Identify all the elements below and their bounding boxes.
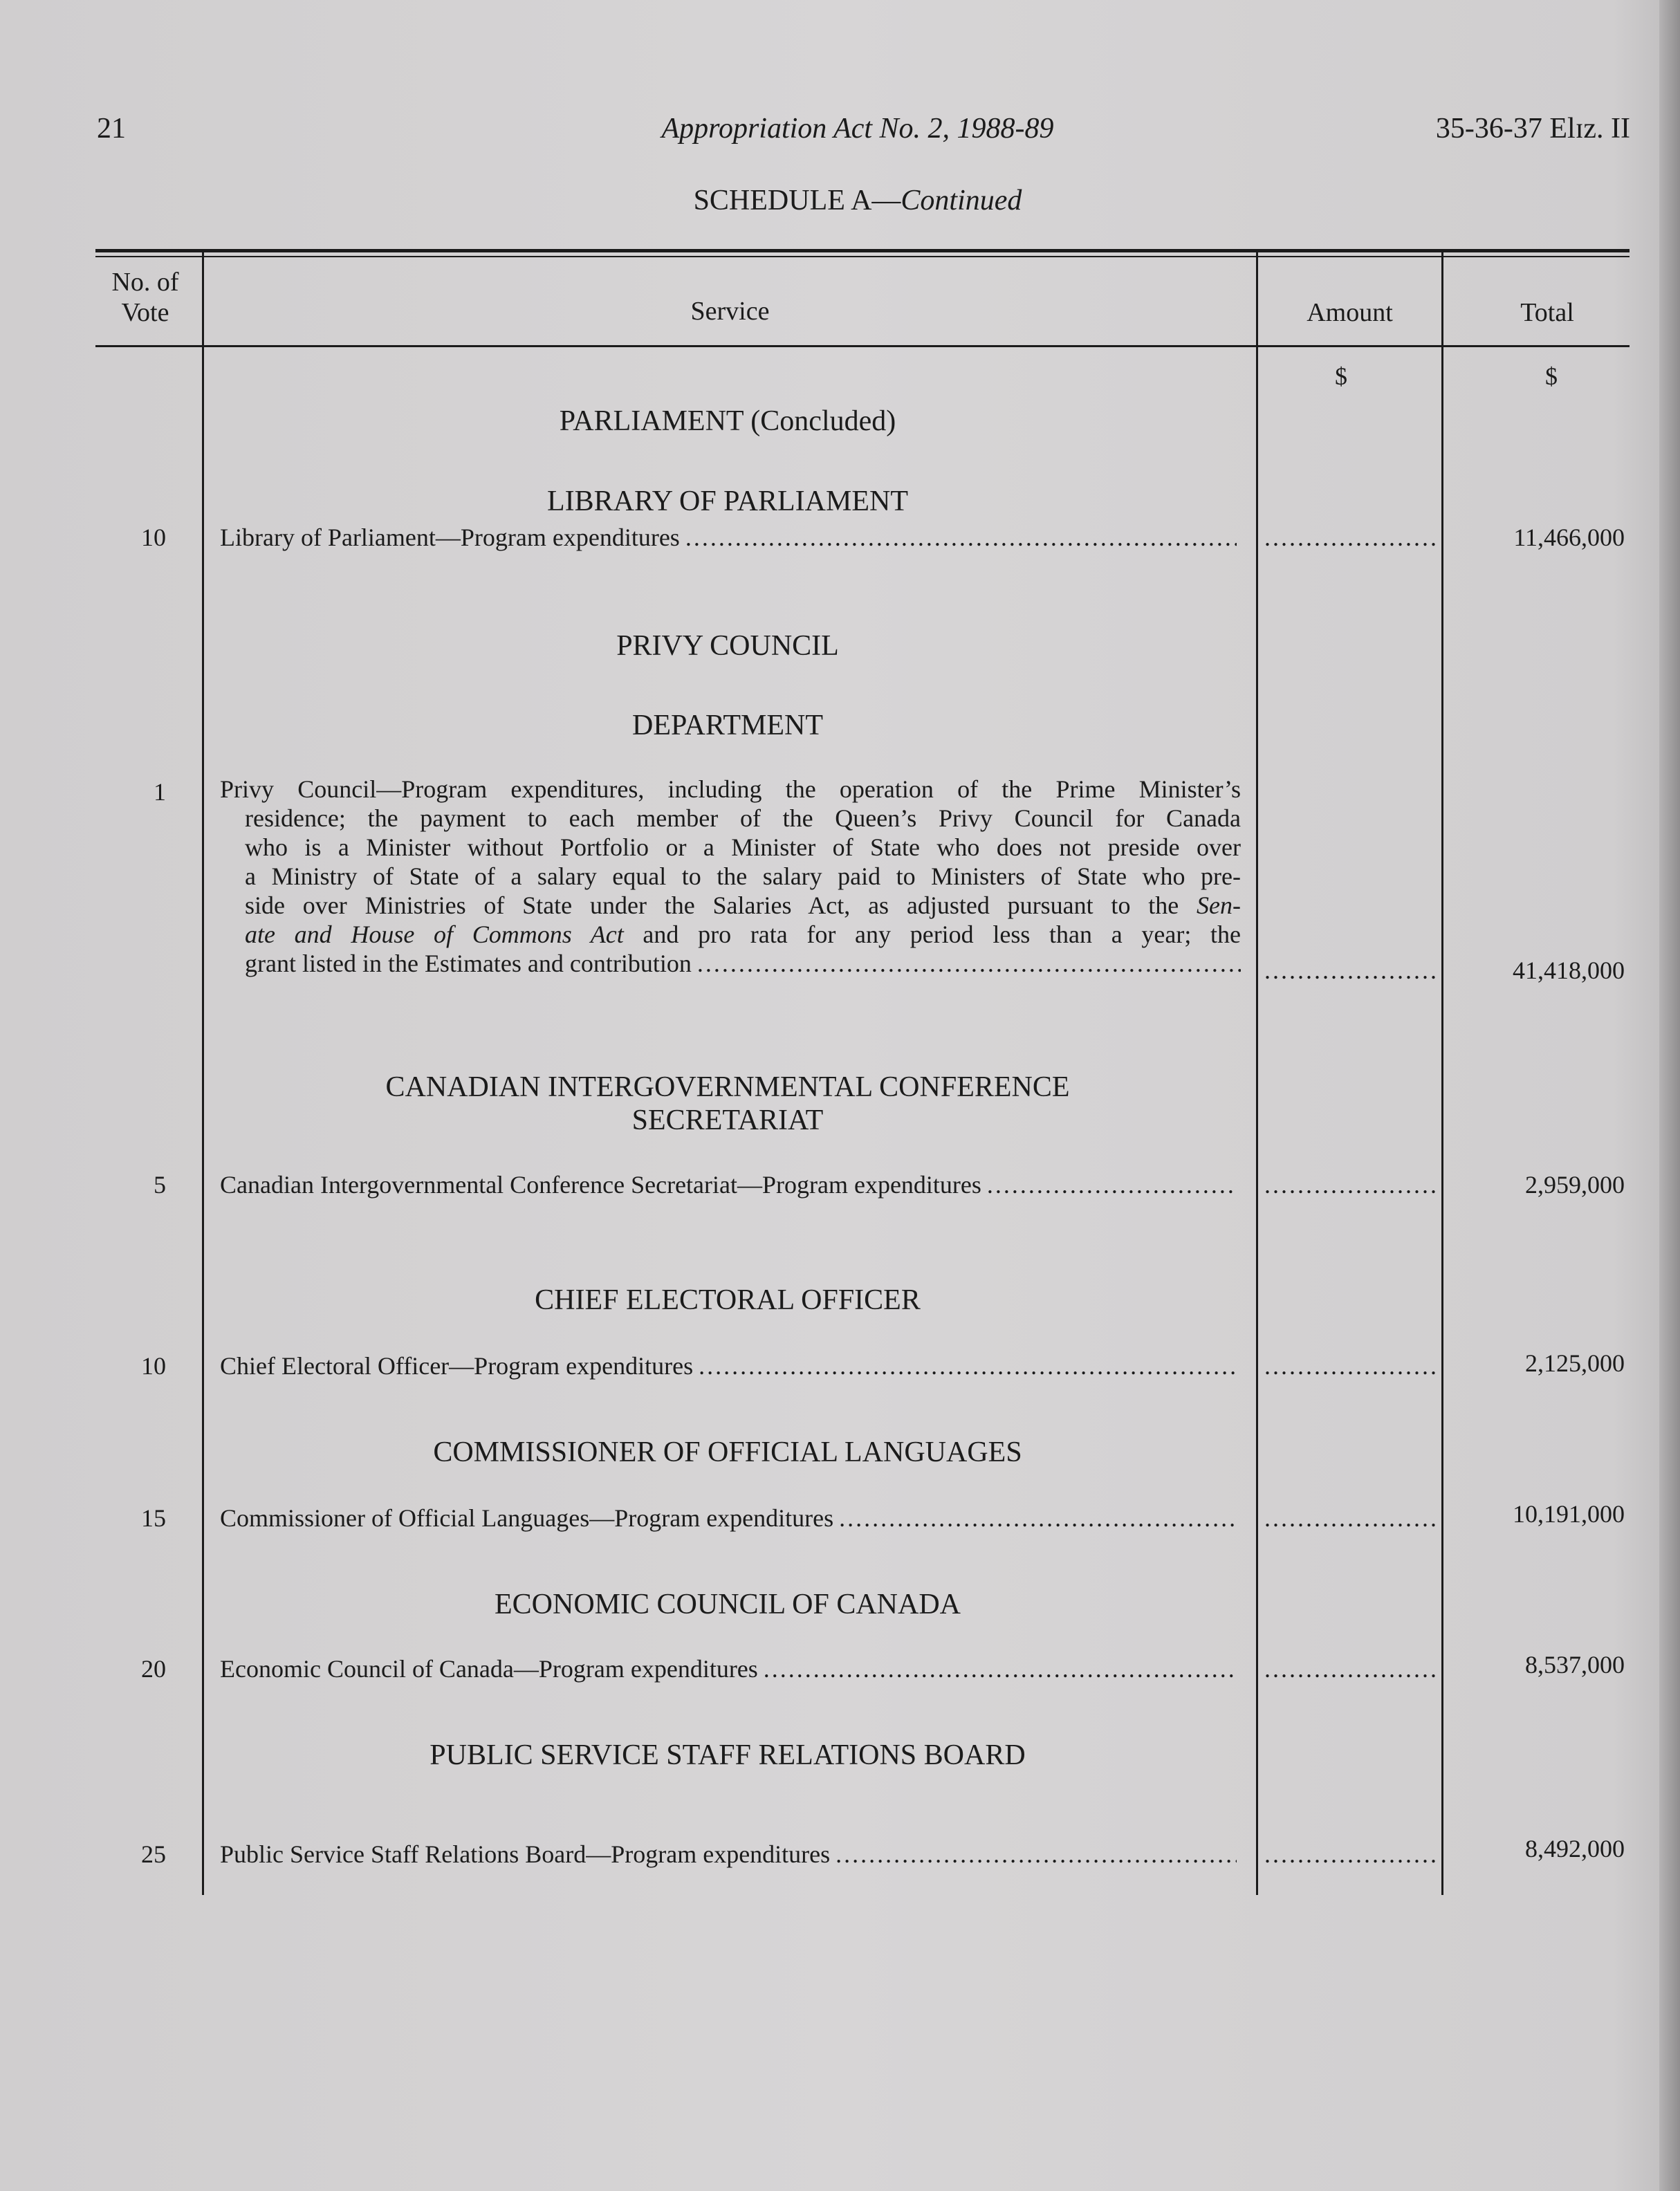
section-subheading: LIBRARY OF PARLIAMENT	[547, 486, 908, 517]
section-heading: CANADIAN INTERGOVERNMENTAL CONFERENCE	[385, 1071, 1070, 1103]
service-text: Commissioner of Official Languages—Program expenditures	[220, 1504, 834, 1532]
section-heading: COMMISSIONER OF OFFICIAL LANGUAGES	[433, 1436, 1022, 1468]
section-subheading: DEPARTMENT	[632, 710, 823, 741]
total-column-rule	[1441, 252, 1443, 1895]
vote-number: 10	[141, 1352, 166, 1380]
amount-leader-dots	[1264, 1654, 1436, 1683]
service-entry-multiline	[220, 775, 1241, 978]
amount-leader-dots	[1264, 1504, 1436, 1533]
service-line-text: and pro rata for any period less than a year; the	[623, 921, 1241, 948]
total-column-header: Total	[1520, 298, 1574, 327]
section-heading: PRIVY COUNCIL	[616, 630, 839, 662]
table-top-rule-thin	[95, 256, 1630, 257]
leader-dots	[987, 1170, 1237, 1199]
total-unit: $	[1545, 362, 1558, 390]
running-title: Appropriation Act No. 2, 1988-89	[661, 113, 1054, 145]
service-entry	[220, 1504, 1237, 1533]
amount-column-rule	[1256, 252, 1258, 1895]
act-name-italic: ate and House of Commons Act	[245, 921, 624, 948]
page-edge-shadow	[1659, 0, 1680, 2191]
service-line: Privy Council—Program expenditures, including the operation of the Prime Minister’s	[220, 775, 1241, 803]
section-heading: PARLIAMENT (Concluded)	[559, 405, 896, 437]
service-text: Library of Parliament—Program expenditures	[220, 524, 680, 551]
amount-leader-dots	[1264, 1351, 1436, 1380]
leader-dots	[697, 949, 1241, 978]
amount-leader-dots	[1264, 1840, 1436, 1869]
service-line: residence; the payment to each member of the Queen’s Privy Council for Canada	[245, 804, 1241, 832]
service-line: a Ministry of State of a salary equal to the salary paid to Ministers of State who pre-	[245, 862, 1241, 890]
service-entry	[220, 1654, 1237, 1683]
amount-leader-dots	[1264, 956, 1436, 985]
table-top-rule	[95, 249, 1630, 252]
vote-number: 25	[141, 1840, 166, 1868]
service-text: Canadian Intergovernmental Conference Secretariat—Program expenditures	[220, 1171, 981, 1199]
total-value: 2,959,000	[1525, 1171, 1625, 1199]
amount-column-header: Amount	[1307, 298, 1393, 327]
section-heading: ECONOMIC COUNCIL OF CANADA	[495, 1589, 961, 1620]
service-entry	[220, 1170, 1237, 1199]
service-line: who is a Minister without Portfolio or a Minister of State who does not preside over	[245, 833, 1241, 861]
amount-leader-dots	[1264, 1170, 1436, 1199]
vote-column-header	[97, 267, 194, 328]
leader-dots	[685, 523, 1237, 552]
schedule-continued: Continued	[901, 185, 1022, 216]
total-value: 8,492,000	[1525, 1835, 1625, 1862]
total-value: 2,125,000	[1525, 1349, 1625, 1377]
service-line	[220, 949, 1241, 978]
service-entry	[220, 523, 1237, 552]
section-subheading: SECRETARIAT	[631, 1104, 824, 1136]
amount-leader-dots	[1264, 523, 1436, 552]
vote-number: 1	[154, 778, 166, 806]
total-value: 41,418,000	[1513, 956, 1625, 984]
schedule-label: SCHEDULE A—	[693, 185, 901, 216]
regnal-year: 35-36-37 Elɪᴢ. II	[1435, 113, 1630, 145]
service-line	[220, 891, 1241, 920]
section-heading: PUBLIC SERVICE STAFF RELATIONS BOARD	[430, 1739, 1026, 1771]
leader-dots	[699, 1351, 1237, 1380]
section-heading: CHIEF ELECTORAL OFFICER	[535, 1284, 921, 1316]
service-line-italic: Sen-	[1197, 891, 1241, 919]
vote-number: 20	[141, 1655, 166, 1683]
vote-number: 15	[141, 1504, 166, 1532]
vote-header-line-2: Vote	[121, 298, 169, 327]
service-line-text: side over Ministries of State under the Salaries Act, as adjusted pursuant to the	[245, 891, 1179, 919]
leader-dots	[764, 1654, 1237, 1683]
vote-number: 5	[154, 1171, 166, 1199]
amount-unit: $	[1335, 362, 1347, 390]
service-entry	[220, 1351, 1237, 1380]
header-bottom-rule	[95, 345, 1630, 347]
service-line-text: grant listed in the Estimates and contribution	[245, 950, 692, 977]
leader-dots	[839, 1504, 1237, 1533]
service-column-header: Service	[690, 297, 770, 326]
service-text: Economic Council of Canada—Program expenditures	[220, 1655, 758, 1683]
service-line	[220, 920, 1241, 949]
leader-dots	[836, 1840, 1237, 1869]
service-entry	[220, 1840, 1237, 1869]
service-text: Public Service Staff Relations Board—Program expenditures	[220, 1840, 831, 1868]
total-value: 11,466,000	[1513, 524, 1625, 551]
page-number: 21	[97, 113, 126, 145]
vote-header-line-1: No. of	[111, 268, 179, 297]
total-value: 8,537,000	[1525, 1651, 1625, 1679]
schedule-title	[0, 184, 1680, 217]
vote-number: 10	[141, 524, 166, 551]
service-text: Chief Electoral Officer—Program expenditures	[220, 1352, 694, 1380]
total-value: 10,191,000	[1513, 1500, 1625, 1528]
